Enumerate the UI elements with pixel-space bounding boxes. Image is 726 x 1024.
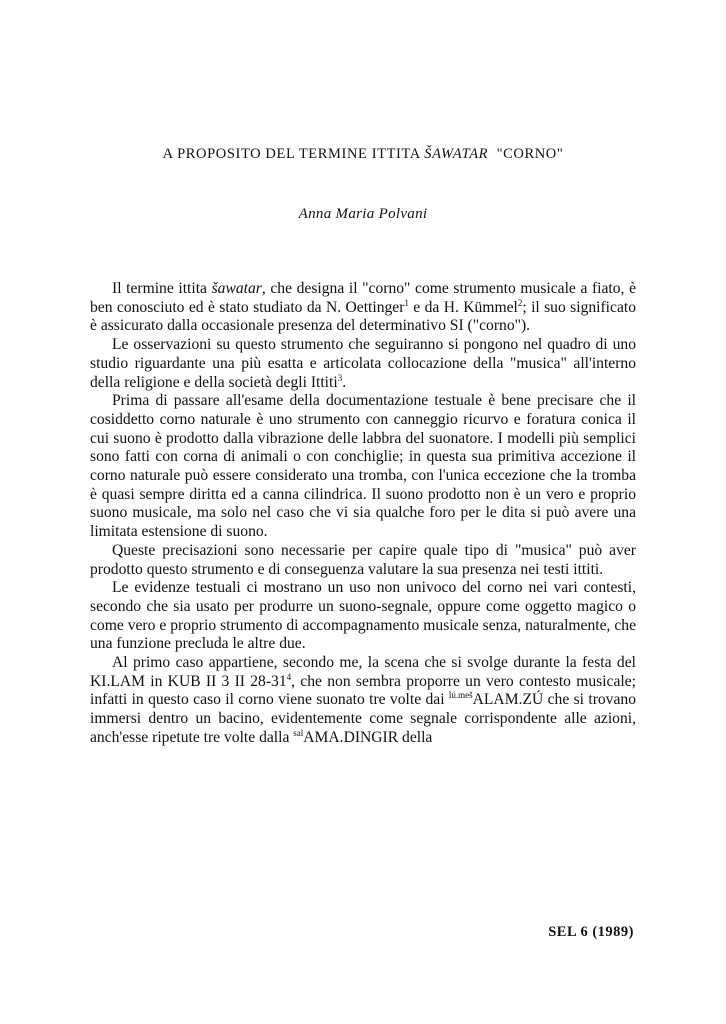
text-run: Il termine ittita <box>112 280 212 297</box>
footnote-ref: 2 <box>517 297 523 308</box>
title-gloss: "CORNO" <box>496 146 564 162</box>
text-run: Le evidenze testuali ci mostrano un uso non univoco del corno nei vari contesti, secondo che sia usato per produrre un suono-segnale, oppure come oggetto magico o come vero e proprio strumento di accompagnamento musicale senza, naturalmente, che una funzione precluda le altre due. <box>90 579 636 653</box>
footnote-ref: 1 <box>404 297 409 308</box>
journal-footer: SEL 6 (1989) <box>548 924 634 940</box>
paragraph-1 <box>90 280 636 336</box>
text-run: e da H. Kümmel <box>408 298 518 316</box>
determinative-superscript: lú.meš <box>448 690 473 701</box>
footnote-ref: 4 <box>286 671 292 682</box>
text-run: , che designa il "corno" come strumento musicale a fiato, è ben conosciuto ed è stato studiato da N. Oettinger <box>90 280 636 316</box>
text-run: , che non sembra proporre un vero contesto musicale; infatti in questo caso il corno viene suonato tre volte dai <box>90 672 636 709</box>
paragraph-5 <box>90 579 636 654</box>
paragraph-4 <box>90 542 636 579</box>
text-run: ALAM.ZÚ che si trovano immersi dentro un bacino, evidentemente come segnale corrispondente alle azioni, anch'esse ripetute tre volte dalla <box>90 691 636 746</box>
article-body <box>90 280 636 748</box>
text-run: Prima di passare all'esame della documentazione testuale è bene precisare che il cosiddetto corno naturale è uno strumento con canneggio ricurvo e foratura conica il cui suono è prodotto dalla vibrazione delle labbra del suonatore. I modelli più semplici sono fatti con corna di animali o con conchiglie; in questa sua primitiva accezione il corno naturale può essere considerato una tromba, con l'unica eccezione che la tromba è quasi sempre diritta ed a canna cilindrica. Il suono prodotto non è un vero e proprio suono musicale, ma solo nel caso che vi sia qualche foro per le dita si può avere una limitata estensione di suono. <box>90 392 636 541</box>
text-run: . <box>342 373 347 391</box>
article-title <box>0 146 726 163</box>
determinative-superscript: sal <box>293 727 304 738</box>
footnote-ref: 3 <box>337 372 343 383</box>
paragraph-2 <box>90 336 636 392</box>
title-text: A PROPOSITO DEL TERMINE ITTITA <box>162 146 425 162</box>
paragraph-6 <box>90 654 636 748</box>
text-run: Al primo caso appartiene, secondo me, la scena che si svolge durante la festa del KI.LAM in KUB II 3 II 28-31 <box>90 654 636 690</box>
author-name: Anna Maria Polvani <box>298 206 428 222</box>
paragraph-3 <box>90 392 636 542</box>
text-run: Le osservazioni su questo strumento che seguiranno si pongono nel quadro di uno studio riguardante una più esatta e articolata collocazione della "musica" all'interno della religione e della società degli Ittiti <box>90 336 636 391</box>
text-run: AMA.DINGIR della <box>303 728 433 746</box>
text-run: ; il suo significato è assicurato dalla occasionale presenza del determinativo SI ("corno"). <box>90 298 636 335</box>
text-run: Queste precisazioni sono necessarie per capire quale tipo di "musica" può aver prodotto questo strumento e di conseguenza valutare la sua presenza nei testi ittiti. <box>90 541 636 578</box>
title-term: ŠAWATAR <box>424 146 489 162</box>
italic-term: šawatar <box>211 280 262 297</box>
